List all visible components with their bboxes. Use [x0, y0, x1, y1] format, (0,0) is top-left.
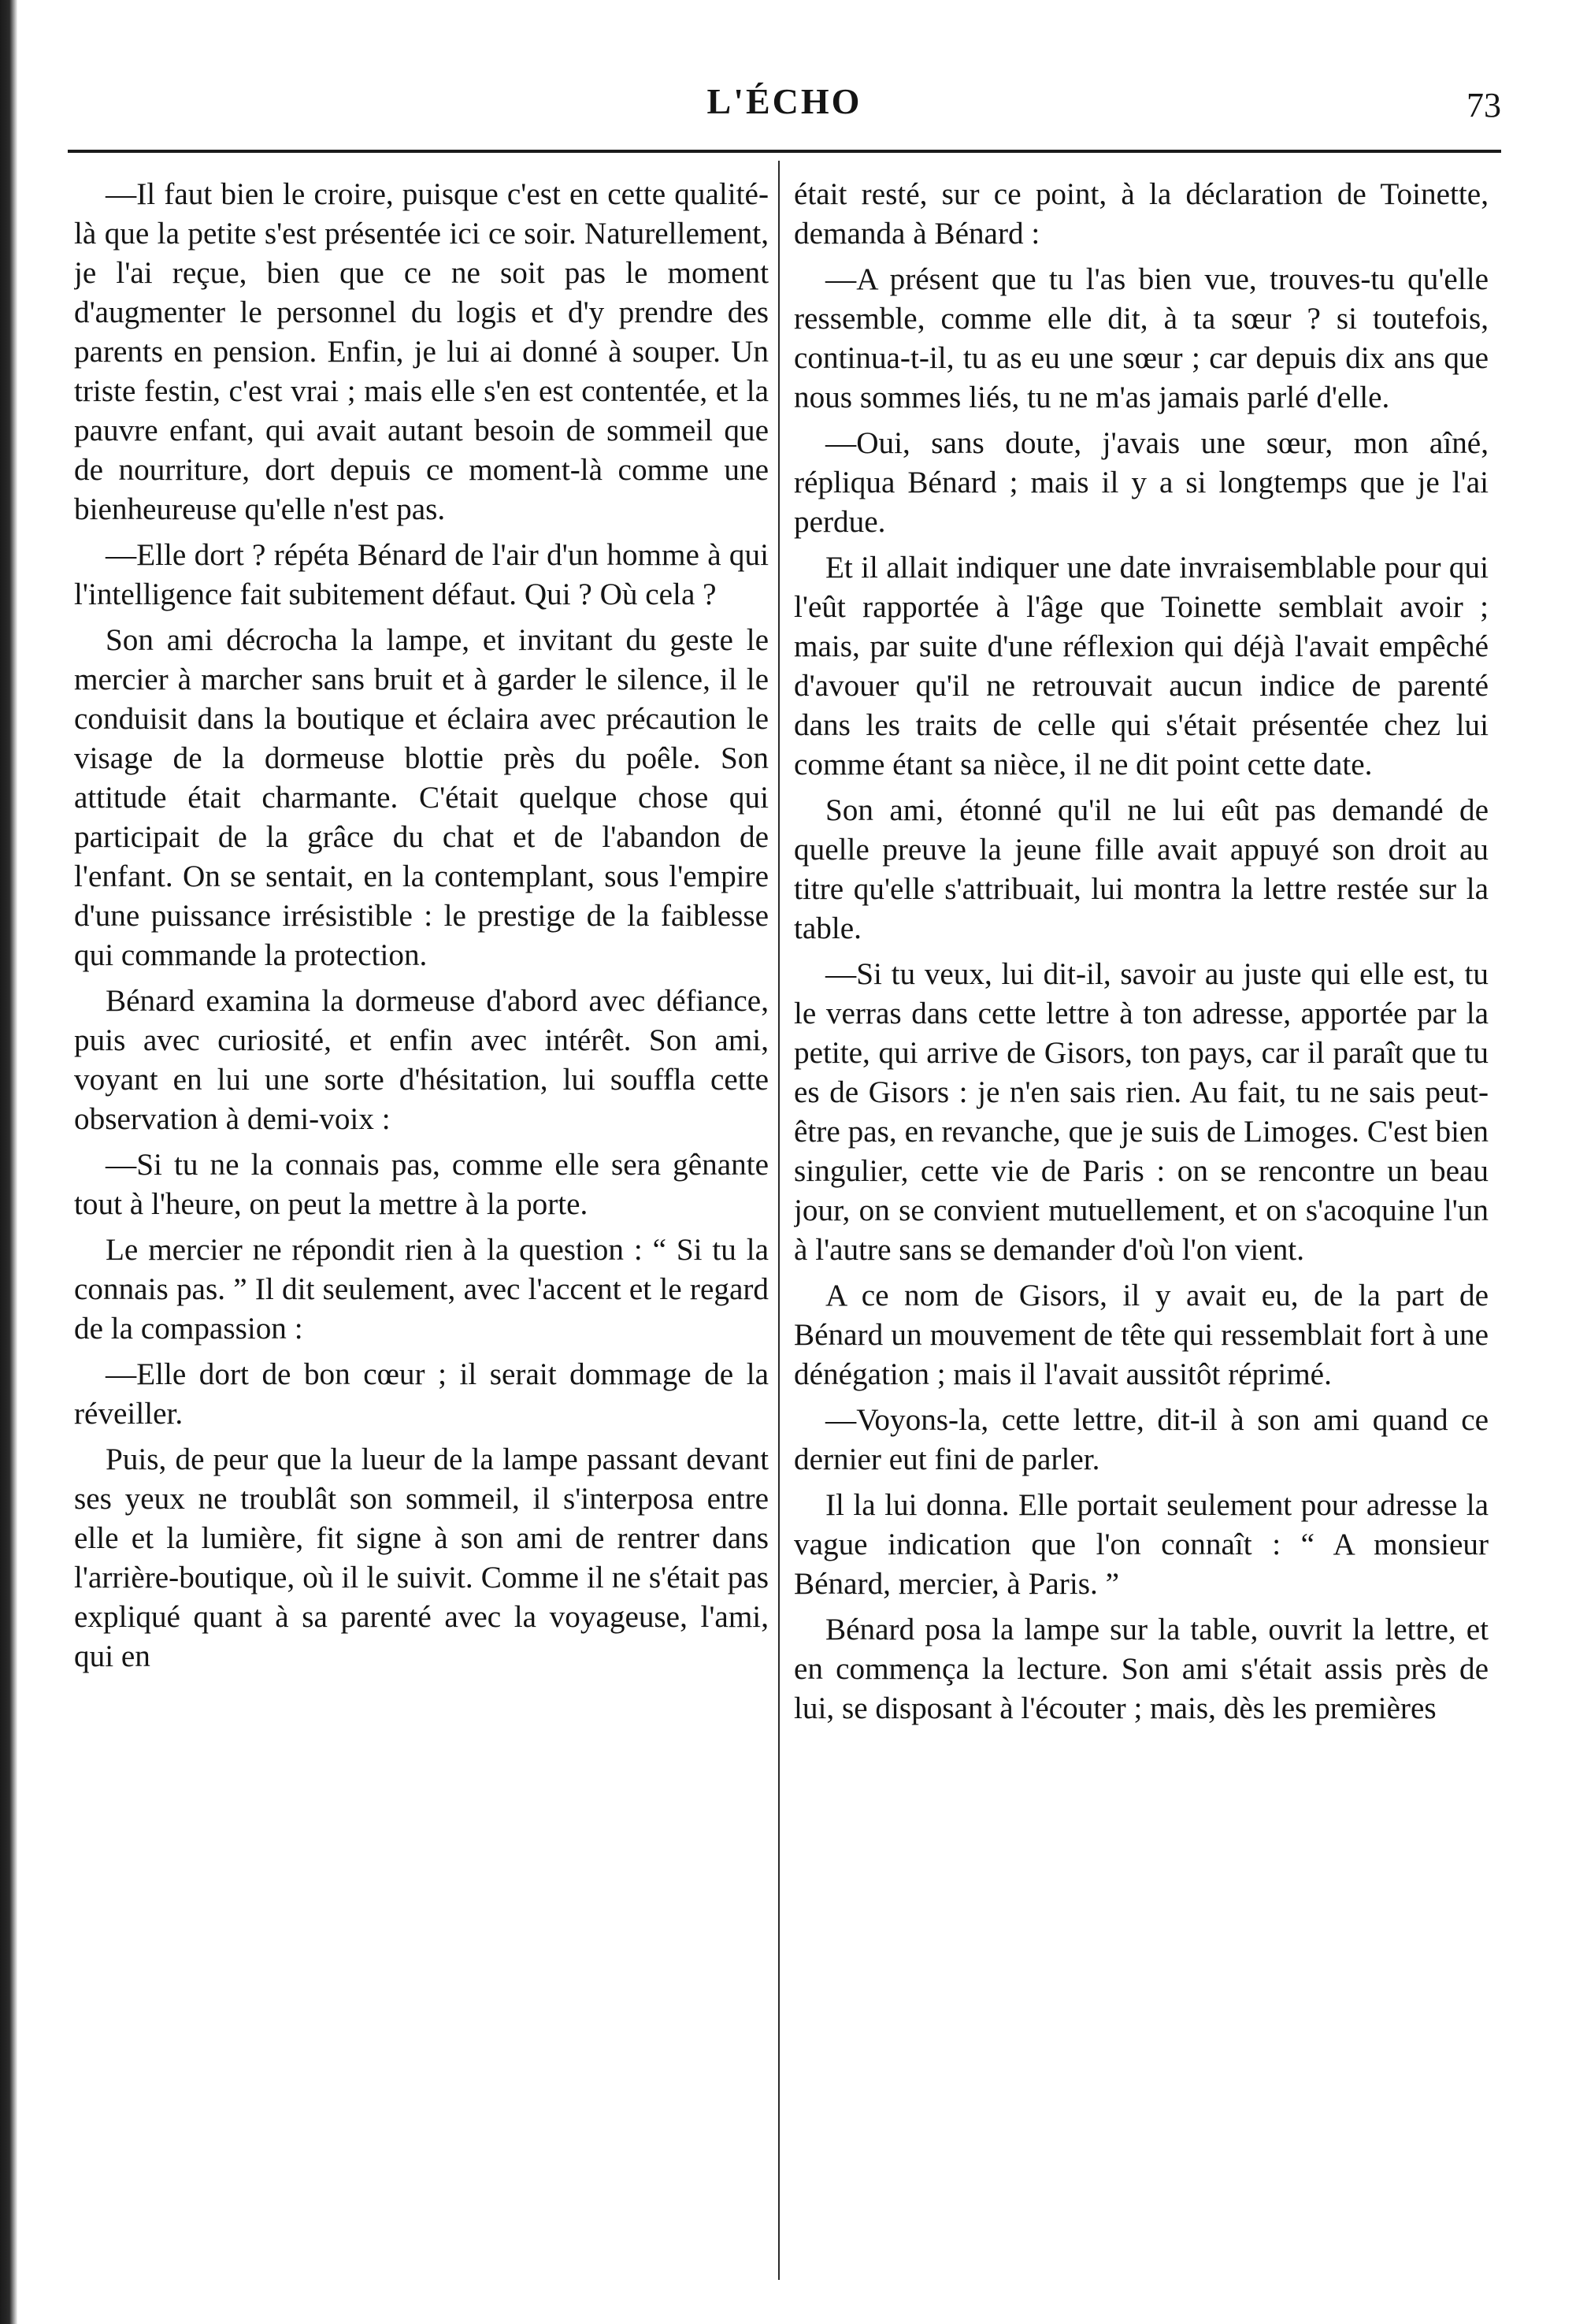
paragraph: —Elle dort de bon cœur ; il serait dommage de la réveiller. [74, 1357, 769, 1431]
paragraph: —Voyons-la, cette lettre, dit-il à son ami quand ce dernier eut fini de parler. [794, 1403, 1489, 1476]
paragraph: A ce nom de Gisors, il y avait eu, de la part de Bénard un mouvement de tête qui ressemblait fort à une dénégation ; mais il l'avait aussitôt réprimé. [794, 1279, 1489, 1391]
paragraph: Puis, de peur que la lueur de la lampe passant devant ses yeux ne troublât son sommeil, il s'interposa entre elle et la lumière, fit signe à son ami de rentrer dans l'arrière-boutique, où il le suivit. Comme il ne s'était pas expliqué quant à sa parenté avec la voyageuse, l'ami, qui en [74, 1442, 769, 1673]
paragraph: était resté, sur ce point, à la déclaration de Toinette, demanda à Bénard : [794, 177, 1489, 251]
paragraph: Bénard examina la dormeuse d'abord avec défiance, puis avec curiosité, et enfin avec intérêt. Son ami, voyant en lui une sorte d'hésitation, lui souffla cette observation à demi-voix : [74, 984, 769, 1136]
paragraph: Bénard posa la lampe sur la table, ouvrit la lettre, et en commença la lecture. Son ami s'était assis près de lui, se disposant à l'écouter ; mais, dès les premières [794, 1613, 1489, 1725]
page-number: 73 [1466, 86, 1501, 124]
paragraph: Le mercier ne répondit rien à la question : “ Si tu la connais pas. ” Il dit seulement, avec l'accent et le regard de la compassion : [74, 1233, 769, 1346]
paragraph: —Si tu ne la connais pas, comme elle sera gênante tout à l'heure, on peut la mettre à la porte. [74, 1148, 769, 1221]
paragraph: Son ami décrocha la lampe, et invitant du geste le mercier à marcher sans bruit et à garder le silence, il le conduisit dans la boutique et éclaira avec précaution le visage de la dormeuse blottie près du poêle. Son attitude était charmante. C'était quelque chose qui participait de la grâce du chat et de l'abandon de l'enfant. On se sentait, en la contemplant, sous l'empire d'une puissance irrésistible : le prestige de la faiblesse qui commande la protection. [74, 623, 769, 972]
paragraph: —Il faut bien le croire, puisque c'est en cette qualité-là que la petite s'est présentée ici ce soir. Naturellement, je l'ai reçue, bien que ce ne soit pas le moment d'augmenter le personnel du logis et d'y prendre des parents en pension. Enfin, je lui ai donné à souper. Un triste festin, c'est vrai ; mais elle s'en est contentée, et la pauvre enfant, qui avait autant besoin de sommeil que de nourriture, dort depuis ce moment-là comme une bienheureuse qu'elle n'est pas. [74, 177, 769, 526]
header-rule [68, 150, 1501, 153]
running-title: L'ÉCHO [706, 81, 862, 121]
paragraph: Et il allait indiquer une date invraisemblable pour qui l'eût rapportée à l'âge que Toinette semblait avoir ; mais, par suite d'une réflexion qui déjà l'avait empêché d'avouer qu'il ne retrouvait aucun indice de parenté dans les traits de celle qui s'était présentée chez lui comme étant sa nièce, il ne dit point cette date. [794, 551, 1489, 781]
paragraph: —Elle dort ? répéta Bénard de l'air d'un homme à qui l'intelligence fait subitement défaut. Qui ? Où cela ? [74, 538, 769, 611]
page-binding-edge [0, 0, 17, 2324]
left-column [74, 175, 769, 2223]
paragraph: —Si tu veux, lui dit-il, savoir au juste qui elle est, tu le verras dans cette lettre à ton adresse, apportée par la petite, qui arrive de Gisors, ton pays, car il paraît que tu es de Gisors : je n'en sais rien. Au fait, tu ne sais peut-être pas, en revanche, que je suis de Limoges. C'est bien singulier, cette vie de Paris : on se rencontre un beau jour, on se convient mutuellement, et on s'acoquine l'un à l'autre sans se demander d'où l'on vient. [794, 957, 1489, 1267]
column-divider [778, 161, 780, 2280]
paragraph: Son ami, étonné qu'il ne lui eût pas demandé de quelle preuve la jeune fille avait appuyé son droit au titre qu'elle s'attribuait, lui montra la lettre restée sur la table. [794, 793, 1489, 945]
page-header [68, 69, 1501, 140]
right-column [794, 175, 1489, 2223]
paragraph: —Oui, sans doute, j'avais une sœur, mon aîné, répliqua Bénard ; mais il y a si longtemps que je l'ai perdue. [794, 426, 1489, 539]
paragraph: Il la lui donna. Elle portait seulement pour adresse la vague indication que l'on connaît : “ A monsieur Bénard, mercier, à Paris. ” [794, 1488, 1489, 1601]
paragraph: —A présent que tu l'as bien vue, trouves-tu qu'elle ressemble, comme elle dit, à ta sœur ? si toutefois, continua-t-il, tu as eu une sœur ; car depuis dix ans que nous sommes liés, tu ne m'as jamais parlé d'elle. [794, 262, 1489, 414]
